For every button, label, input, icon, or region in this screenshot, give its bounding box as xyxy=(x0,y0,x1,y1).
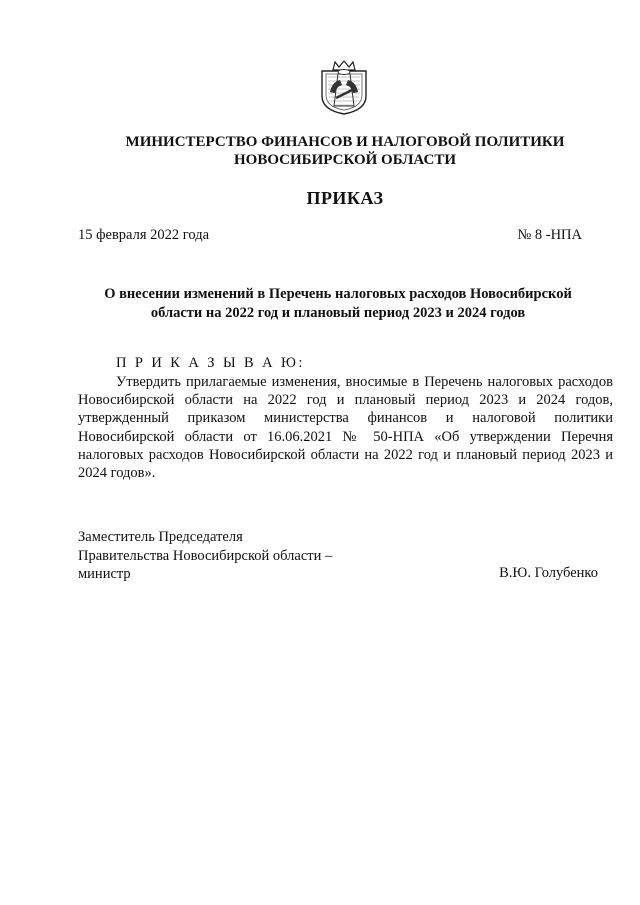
position-line3: министр xyxy=(78,566,131,582)
subject-line1: О внесении изменений в Перечень налоговых расходов Новосибирской xyxy=(104,286,572,302)
coat-of-arms-icon xyxy=(318,60,370,116)
position-line2: Правительства Новосибирской области – xyxy=(78,547,333,564)
subject-line2: области на 2022 год и плановый период 2023 и 2024 годов xyxy=(150,305,526,321)
document-type-title: ПРИКАЗ xyxy=(306,188,384,208)
document-number: № 8 -НПА xyxy=(517,227,582,243)
order-word: П Р И К А З Ы В А Ю: xyxy=(116,355,305,371)
ministry-name xyxy=(60,133,630,169)
position-line1: Заместитель Председателя xyxy=(78,529,243,545)
signature-position xyxy=(78,528,332,584)
document-subject xyxy=(78,285,598,323)
body-paragraph: Утвердить прилагаемые изменения, вносимые в Перечень налоговых расходов Новосибирской области на 2022 год и плановый период 2023 и 2024 годов, утвержденный приказом министерства финансов и налоговой политики Новосибирской области от 16.06.2021 № 50-НПА «Об утверждении Перечня налоговых расходов Новосибирской области на 2022 год и плановый период 2023 и 2024 годов». xyxy=(78,374,613,482)
document-date: 15 февраля 2022 года xyxy=(78,227,210,243)
ministry-name-line1: МИНИСТЕРСТВО ФИНАНСОВ И НАЛОГОВОЙ ПОЛИТИКИ xyxy=(125,134,565,150)
signer-name: В.Ю. Голубенко xyxy=(499,565,598,581)
ministry-name-line2: НОВОСИБИРСКОЙ ОБЛАСТИ xyxy=(233,152,457,168)
